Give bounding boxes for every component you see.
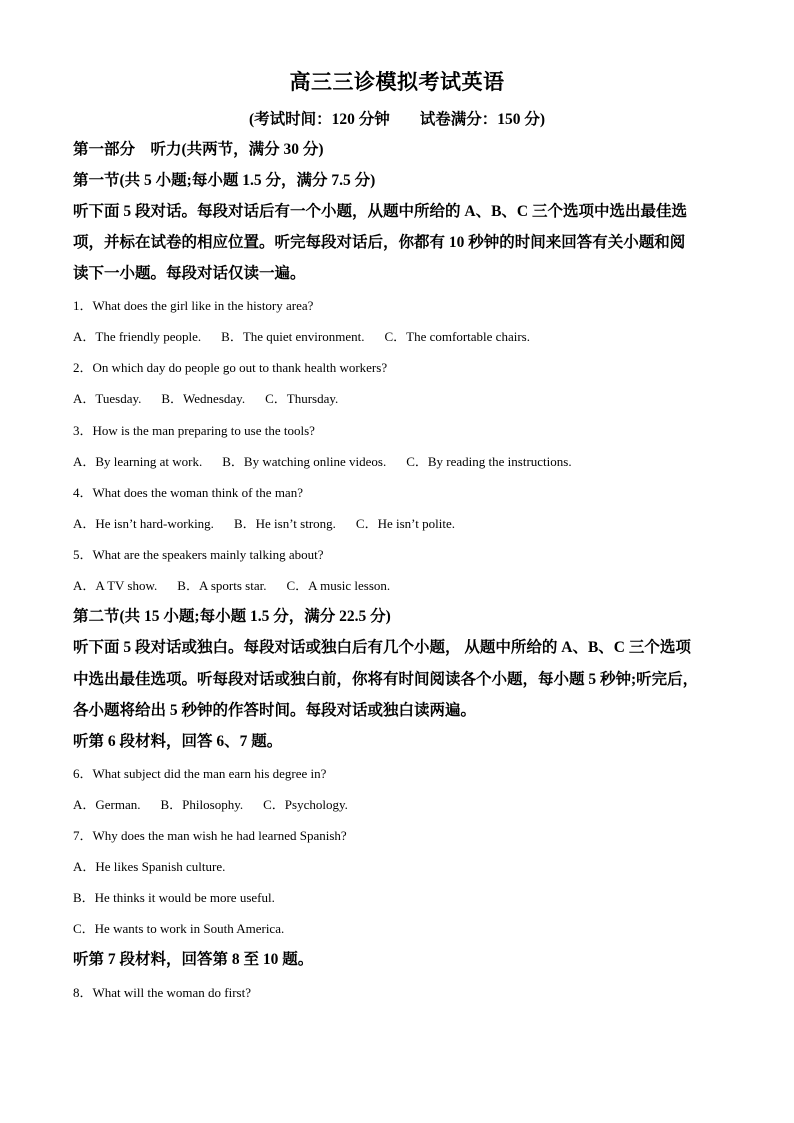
question-stem: 4．What does the woman think of the man? <box>73 485 303 500</box>
question-options <box>73 389 723 409</box>
exam-score: 试卷满分：150 分) <box>419 111 546 128</box>
option-a: A．He isn’t hard-working. <box>73 516 214 531</box>
section2-instruction-line: 听下面 5 段对话或独白。每段对话或独白后有几个小题， 从题中所给的 A、B、C 三个选项 <box>73 639 691 656</box>
option-b: B．By watching online videos. <box>222 454 387 469</box>
option-a: A．He likes Spanish culture. <box>73 859 226 874</box>
section2-instruction-line: 各小题将给出 5 秒钟的作答时间。每段对话或独白读两遍。 <box>73 702 477 719</box>
material-heading: 听第 6 段材料，回答 6、7 题。 <box>73 733 283 750</box>
section2-instruction-line: 中选出最佳选项。听每段对话或独白前，你将有时间阅读各个小题，每小题 5 秒钟;听完后， <box>73 671 699 688</box>
material-heading: 听第 7 段材料，回答第 8 至 10 题。 <box>73 951 314 968</box>
section1-heading: 第一节(共 5 小题;每小题 1.5 分，满分 7.5 分) <box>73 172 376 189</box>
question-stem: 7．Why does the man wish he had learned Spanish? <box>73 828 347 843</box>
option-c: C．By reading the instructions. <box>406 454 572 469</box>
option-a: A．The friendly people. <box>73 329 202 344</box>
option-b: B．The quiet environment. <box>221 329 365 344</box>
question-stem: 1．What does the girl like in the history area? <box>73 298 314 313</box>
question-stem: 5．What are the speakers mainly talking about? <box>73 547 324 562</box>
option-b: B．He isn’t strong. <box>233 516 336 531</box>
question-options <box>73 576 723 596</box>
option-c: C．Thursday. <box>265 391 339 406</box>
option-b: B．A sports star. <box>177 578 267 593</box>
option-c: C．The comfortable chairs. <box>384 329 530 344</box>
question-stem: 8．What will the woman do first? <box>73 985 251 1000</box>
part1-heading: 第一部分 听力(共两节，满分 30 分) <box>73 141 324 158</box>
option-c: C．He isn’t polite. <box>355 516 455 531</box>
exam-title: 高三三诊模拟考试英语 <box>289 70 505 94</box>
option-b: B．Philosophy. <box>160 797 244 812</box>
option-a: A．A TV show. <box>73 578 158 593</box>
question-stem: 2．On which day do people go out to thank health workers? <box>73 360 388 375</box>
exam-subtitle <box>0 107 794 129</box>
question-stem: 3．How is the man preparing to use the tools? <box>73 423 315 438</box>
exam-time: (考试时间：120 分钟 <box>248 111 390 128</box>
section1-instruction-line: 项，并标在试卷的相应位置。听完每段对话后，你都有 10 秒钟的时间来回答有关小题和阅 <box>73 234 686 251</box>
option-a: A．By learning at work. <box>73 454 203 469</box>
option-c: C．Psychology. <box>263 797 348 812</box>
option-a: A．Tuesday. <box>73 391 142 406</box>
section1-instruction-line: 听下面 5 段对话。每段对话后有一个小题，从题中所给的 A、B、C 三个选项中选出最佳选 <box>73 203 687 220</box>
option-c: C．A music lesson. <box>286 578 391 593</box>
question-options <box>73 514 723 534</box>
option-b: B．He thinks it would be more useful. <box>73 890 275 905</box>
section1-instruction-line: 读下一小题。每段对话仅读一遍。 <box>73 265 306 282</box>
section2-heading: 第二节(共 15 小题;每小题 1.5 分，满分 22.5 分) <box>73 608 391 625</box>
question-options <box>73 452 723 472</box>
option-a: A．German. <box>73 797 141 812</box>
option-b: B．Wednesday. <box>161 391 246 406</box>
option-c: C．He wants to work in South America. <box>73 921 285 936</box>
question-options <box>73 327 723 347</box>
question-options <box>73 795 723 815</box>
question-stem: 6．What subject did the man earn his degree in? <box>73 766 327 781</box>
